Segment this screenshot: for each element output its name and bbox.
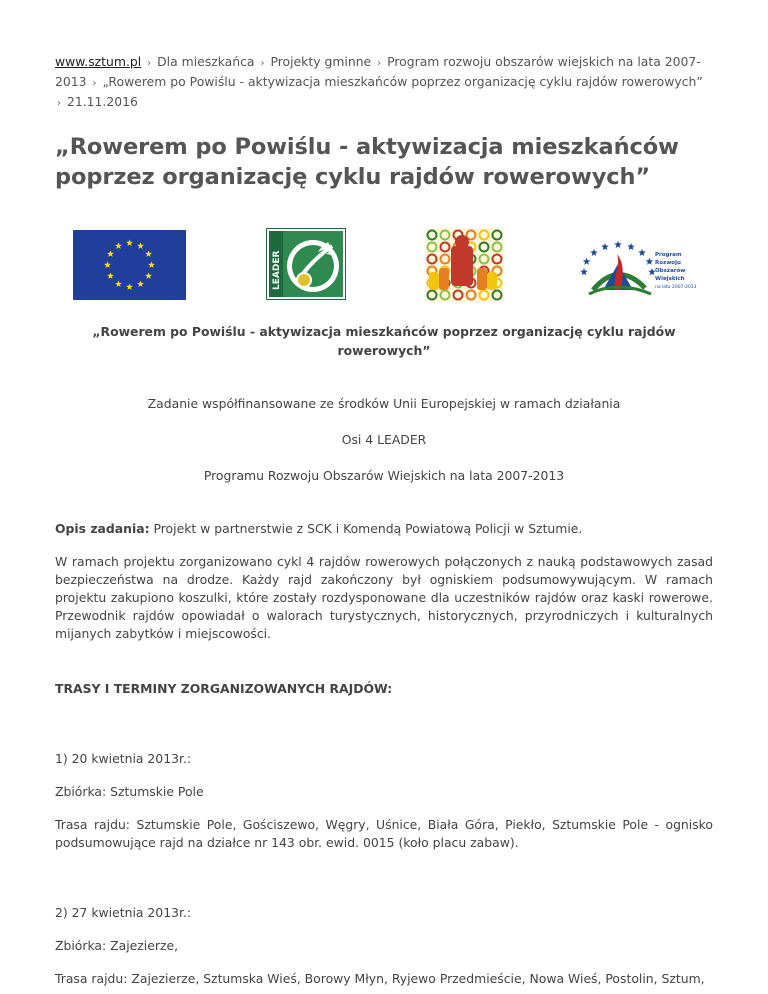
breadcrumb-item-projekty-gminne[interactable]: Projekty gminne	[270, 54, 372, 69]
prow-line-2: Rozwoju	[655, 260, 681, 266]
breadcrumb-item-program[interactable]: Program rozwoju obszarów wiejskich na lata 2007-2013	[55, 54, 701, 89]
page-title: „Rowerem po Powiślu - aktywizacja mieszkańców poprzez organizację cyklu rajdów rowerowych”	[55, 134, 679, 190]
project-body: W ramach projektu zorganizowano cykl 4 rajdów rowerowych połączonych z nauką podstawowych zasad bezpieczeństwa na drodze. Każdy rajd zakończony był ogniskiem podsumowywującym. W ramach projektu zakupiono koszulki, które zostały rozdysponowane dla uczestników rajdów oraz kaski rowerowe. Przewodnik rajdów opowiadał o walorach turystycznych, historycznych, przyrodniczych i kulturalnych mijanych zabytków i miejscowości.	[55, 554, 713, 641]
eu-flag-icon	[73, 230, 186, 300]
prow-line-3: Obszarów	[655, 268, 686, 274]
breadcrumb-item-dla-mieszkanca[interactable]: Dla mieszkańca	[157, 54, 255, 69]
rally-2-route: Trasa rajdu: Zajezierze, Sztumska Wieś, Borowy Młyn, Ryjewo Przedmieście, Nowa Wieś, Postolin, Sztum,	[55, 971, 705, 986]
routes-heading: TRASY I TERMINY ZORGANIZOWANYCH RAJDÓW:	[55, 681, 393, 696]
rally-1-date: 1) 20 kwietnia 2013r.:	[55, 751, 192, 766]
logo-row	[55, 228, 713, 304]
prow-line-5: na lata 2007-2013	[655, 285, 697, 290]
regional-logo	[425, 228, 503, 306]
subtitle: „Rowerem po Powiślu - aktywizacja mieszkańców poprzez organizację cyklu rajdów rowerowych”	[92, 324, 676, 358]
prow-line-4: Wiejskich	[655, 276, 685, 282]
breadcrumb-separator: ›	[377, 58, 382, 69]
funding-line-2: Osi 4 LEADER	[341, 432, 427, 447]
eu-flag-logo	[73, 230, 186, 304]
breadcrumb-separator: ›	[57, 98, 61, 109]
regional-mosaic-icon	[425, 228, 503, 302]
prow-icon	[573, 230, 701, 302]
breadcrumb	[55, 0, 713, 113]
breadcrumb-home-link[interactable]: www.sztum.pl	[55, 54, 142, 69]
funding-line-1: Zadanie współfinansowane ze środków Unii Europejskiej w ramach działania	[147, 396, 621, 411]
leader-icon	[266, 228, 346, 300]
task-description-text: Projekt w partnerstwie z SCK i Komendą Powiatową Policji w Sztumie.	[149, 521, 583, 536]
rally-2-date: 2) 27 kwietnia 2013r.:	[55, 905, 192, 920]
rally-2-meeting: Zbiórka: Zajezierze,	[55, 938, 179, 953]
task-description-label: Opis zadania:	[55, 521, 150, 536]
breadcrumb-separator: ›	[260, 58, 265, 69]
leader-logo-text: LEADER	[272, 250, 282, 290]
funding-line-3: Programu Rozwoju Obszarów Wiejskich na lata 2007-2013	[203, 468, 565, 483]
breadcrumb-item-project[interactable]: „Rowerem po Powiślu - aktywizacja mieszkańców poprzez organizację cyklu rajdów rowerowych”	[102, 74, 703, 89]
rally-1-route: Trasa rajdu: Sztumskie Pole, Gościszewo, Węgry, Uśnice, Biała Góra, Piekło, Sztumskie Pole - ognisko podsumowujące rajd na działce nr 143 obr. ewid. 0015 (koło placu zabaw).	[55, 817, 713, 850]
breadcrumb-separator: ›	[147, 58, 152, 69]
breadcrumb-separator: ›	[92, 78, 97, 89]
rally-1-meeting: Zbiórka: Sztumskie Pole	[55, 784, 204, 799]
leader-logo	[266, 228, 346, 304]
task-description	[55, 520, 713, 538]
prow-logo	[573, 230, 701, 306]
prow-line-1: Program	[655, 252, 682, 258]
breadcrumb-item-date: 21.11.2016	[66, 94, 138, 109]
